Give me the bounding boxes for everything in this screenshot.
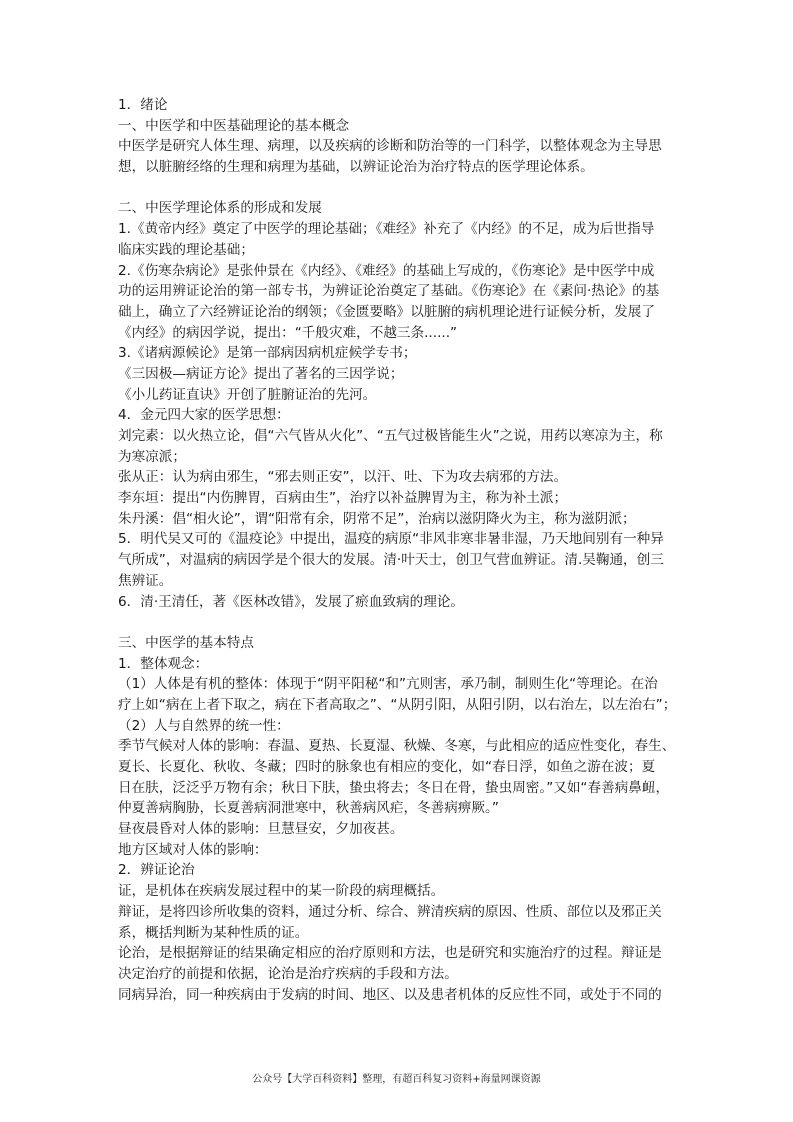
- text-line: 论治，是根据辩证的结果确定相应的治疗原则和方法，也是研究和实施治疗的过程。辩证是: [118, 945, 662, 962]
- text-line: 刘完素：以火热立论，倡“六气皆从火化”、“五气过极皆能生火”之说，用药以寒凉为主，称: [118, 428, 663, 444]
- page-footer: 公众号【大学百科资料】整理，有超百科复习资料+海量网课资源: [252, 1074, 541, 1085]
- text-line: 为寒凉派；: [118, 448, 186, 465]
- text-line: 张从正：认为病由邪生，“邪去则正安”，以汗、吐、下为攻去病邪的方法。: [118, 469, 568, 486]
- text-line: 《小儿药证直诀》开创了脏腑证治的先河。: [118, 386, 377, 403]
- text-line: 功的运用辨证论治的第一部专书，为辨证论治奠定了基础。《伤寒论》在《素问·热论》的基: [118, 283, 660, 300]
- text-line: 仲夏善病胸胁，长夏善病洞泄寒中，秋善病风疟，冬善病痹厥。”: [118, 800, 499, 817]
- text-line: 2.《伤寒杂病论》是张仲景在《内经》、《难经》的基础上写成的，《伤寒论》是中医学中成: [118, 262, 655, 279]
- text-line: 础上，确立了六经辨证论治的纲领；《金匮要略》以脏腑的病机理论进行证候分析，发展了: [118, 303, 655, 320]
- text-line: 朱丹溪：倡“相火论”，谓“阳常有余，阴常不足”，治病以滋阴降火为主，称为滋阴派；: [118, 510, 636, 527]
- text-line: （2）人与自然界的统一性：: [118, 717, 290, 734]
- text-line: 焦辨证。: [118, 572, 173, 589]
- text-line: 2．辨证论治: [118, 862, 195, 879]
- text-line: 夏长、长夏化、秋收、冬藏；四时的脉象也有相应的变化，如“春日浮，如鱼之游在波；夏: [118, 759, 656, 775]
- text-line: 3.《诸病源候论》是第一部病因病机症候学专书；: [118, 345, 417, 362]
- text-line: 地方区域对人体的影响：: [118, 841, 268, 858]
- text-line: 辩证，是将四诊所收集的资料，通过分析、综合、辨清疾病的原因、性质、部位以及邪正关: [118, 903, 662, 920]
- text-line: 二、中医学理论体系的形成和发展: [118, 200, 322, 217]
- text-line: 1．整体观念：: [118, 655, 209, 672]
- text-line: 日在肤，泛泛乎万物有余；秋日下肤，蛰虫将去；冬日在骨，蛰虫周密。”又如“春善病鼻衄，: [118, 779, 670, 796]
- text-line: 想，以脏腑经络的生理和病理为基础，以辨证论治为治疗特点的医学理论体系。: [118, 159, 594, 176]
- text-line: 昼夜晨昏对人体的影响：旦慧昼安，夕加夜甚。: [118, 821, 404, 838]
- text-line: 4．金元四大家的医学思想：: [118, 407, 290, 424]
- text-line: 1.《黄帝内经》奠定了中医学的理论基础；《难经》补充了《内经》的不足，成为后世指导: [118, 221, 655, 238]
- text-line: 同病异治，同一种疾病由于发病的时间、地区、以及患者机体的反应性不同，或处于不同的: [118, 986, 662, 1003]
- document-body: [118, 95, 678, 1005]
- text-line: （1）人体是有机的整体：体现于“阴平阳秘“和”亢则害，承乃制，制则生化“等理论。在治: [118, 676, 658, 693]
- text-line: 三、中医学的基本特点: [118, 634, 254, 651]
- text-line: 证，是机体在疾病发展过程中的某一阶段的病理概括。: [118, 883, 445, 900]
- text-line: 中医学是研究人体生理、病理，以及疾病的诊断和防治等的一门科学，以整体观念为主导思: [118, 138, 662, 155]
- text-line: 临床实践的理论基础；: [118, 241, 254, 258]
- text-line: 一、中医学和中医基础理论的基本概念: [118, 117, 350, 134]
- text-line: 1．绪论: [118, 97, 168, 113]
- text-line: 李东垣：提出“内伤脾胃，百病由生”，治疗以补益脾胃为主，称为补土派；: [118, 490, 568, 507]
- text-line: 决定治疗的前提和依据，论治是治疗疾病的手段和方法。: [118, 965, 458, 982]
- text-line: 气所成”，对温病的病因学是个很大的发展。清·叶天士，创卫气营血辨证。清.吴鞠通，创三: [118, 552, 664, 569]
- text-line: 《三因极—病证方论》提出了著名的三因学说；: [118, 365, 404, 382]
- text-line: 6．清·王清任，著《医林改错》，发展了瘀血致病的理论。: [118, 593, 465, 610]
- text-line: 系，概括判断为某种性质的证。: [118, 924, 309, 941]
- text-line: 疗上如“病在上者下取之，病在下者高取之”、“从阴引阳，从阳引阴，以右治左，以左治右”；: [118, 696, 677, 713]
- text-line: 《内经》的病因学说，提出：“千般灾难，不越三条......”: [118, 324, 458, 341]
- text-line: 5．明代吴又可的《温疫论》中提出，温疫的病原“非风非寒非暑非湿，乃天地间别有一种异: [118, 531, 664, 548]
- text-line: 季节气候对人体的影响：春温、夏热、长夏湿、秋燥、冬寒，与此相应的适应性变化，春生、: [118, 738, 676, 755]
- blank-line: [118, 612, 678, 633]
- blank-line: [118, 178, 678, 199]
